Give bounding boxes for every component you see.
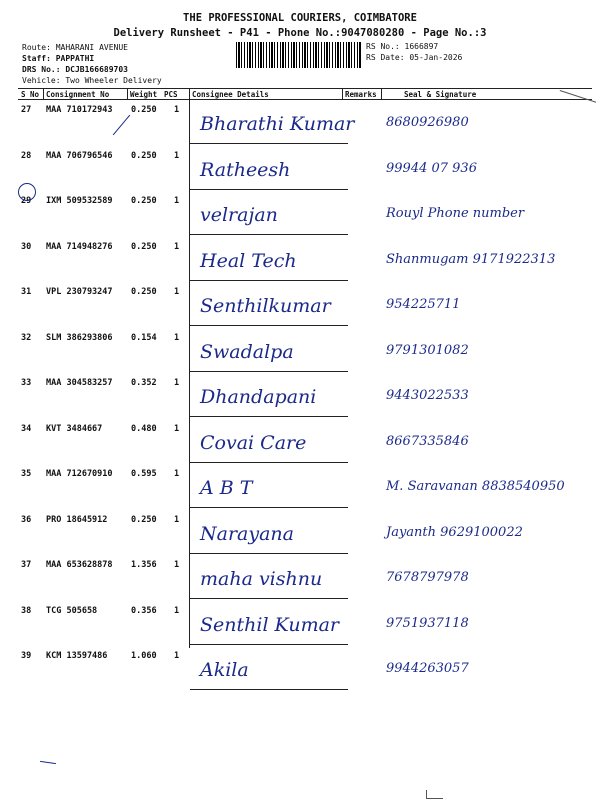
col-header-consignee: Consignee Details [192, 90, 269, 99]
row-serial: 33 [21, 378, 32, 388]
row-consignee-handwritten: Heal Tech [200, 250, 297, 272]
row-consignee-handwritten: Senthil Kumar [200, 614, 340, 636]
row-signature-handwritten: 9791301082 [386, 343, 469, 358]
col-header-remarks: Remarks [345, 90, 377, 99]
row-serial: 31 [21, 287, 32, 297]
row-signature-handwritten: 9751937118 [386, 616, 469, 631]
row-signature-handwritten: 8667335846 [386, 434, 469, 449]
row-weight: 0.250 [131, 287, 157, 297]
row-consignment-no: IXM 509532589 [46, 196, 113, 206]
runsheet-meta-left [22, 42, 162, 86]
table-rule [18, 88, 592, 89]
row-pieces: 1 [174, 105, 180, 115]
row-signature-handwritten: 8680926980 [386, 115, 469, 130]
row-consignee-handwritten: Narayana [200, 523, 294, 545]
pen-tick [113, 115, 130, 136]
row-pieces: 1 [174, 424, 180, 434]
col-header-consignment: Consignment No [46, 90, 110, 99]
staff-text: Staff: PAPPATHI [22, 54, 95, 63]
row-consignee-handwritten: Ratheesh [200, 159, 291, 181]
row-weight: 0.250 [131, 515, 157, 525]
scan-mark [426, 790, 443, 799]
row-serial: 32 [21, 333, 32, 343]
row-serial: 28 [21, 151, 32, 161]
row-serial: 34 [21, 424, 32, 434]
company-title: THE PROFESSIONAL COURIERS, COIMBATORE [183, 12, 417, 24]
col-header-sno: S No [21, 90, 40, 99]
row-weight: 0.595 [131, 469, 157, 479]
row-consignee-handwritten: Akila [200, 659, 249, 681]
row-consignee-handwritten: maha vishnu [200, 568, 323, 590]
row-consignment-no: KVT 3484667 [46, 424, 103, 434]
barcode [236, 42, 362, 68]
row-consignment-no: MAA 710172943 [46, 105, 113, 115]
row-signature-handwritten: 954225711 [386, 297, 461, 312]
row-underline [190, 553, 348, 554]
row-consignee-handwritten: Dhandapani [200, 386, 317, 408]
row-serial: 38 [21, 606, 32, 616]
row-serial: 30 [21, 242, 32, 252]
row-underline [190, 189, 348, 190]
route-text: Route: MAHARANI AVENUE [22, 43, 128, 52]
rs-number: RS No.: 1666897 [366, 42, 439, 51]
pen-dash [40, 761, 56, 764]
row-serial: 37 [21, 560, 32, 570]
row-underline [190, 325, 348, 326]
runsheet-subtitle: Delivery Runsheet - P41 - Phone No.:9047080280 - Page No.:3 [113, 27, 487, 39]
rs-date: RS Date: 05-Jan-2026 [366, 53, 463, 62]
row-consignment-no: MAA 712670910 [46, 469, 113, 479]
row-pieces: 1 [174, 560, 180, 570]
row-underline [190, 143, 348, 144]
row-consignment-no: TCG 505658 [46, 606, 98, 616]
row-serial: 29 [21, 196, 32, 206]
drs-number: DRS No.: DCJB166689703 [22, 65, 128, 74]
row-consignment-no: KCM 13597486 [46, 651, 108, 661]
row-underline [190, 280, 348, 281]
row-signature-handwritten: Shanmugam 9171922313 [386, 252, 556, 267]
row-consignment-no: SLM 386293806 [46, 333, 113, 343]
row-underline [190, 644, 348, 645]
row-underline [190, 371, 348, 372]
row-underline [190, 598, 348, 599]
row-pieces: 1 [174, 651, 180, 661]
col-divider [43, 88, 44, 99]
col-divider [127, 88, 128, 99]
row-pieces: 1 [174, 469, 180, 479]
row-weight: 0.250 [131, 105, 157, 115]
row-weight: 1.060 [131, 651, 157, 661]
col-divider [189, 88, 190, 648]
col-header-pcs: PCS [164, 90, 178, 99]
row-pieces: 1 [174, 151, 180, 161]
col-divider [381, 88, 382, 99]
row-consignment-no: VPL 230793247 [46, 287, 113, 297]
row-underline [190, 416, 348, 417]
row-pieces: 1 [174, 606, 180, 616]
col-divider [342, 88, 343, 99]
row-consignee-handwritten: velrajan [200, 204, 278, 226]
row-weight: 0.250 [131, 242, 157, 252]
row-weight: 1.356 [131, 560, 157, 570]
row-weight: 0.352 [131, 378, 157, 388]
row-consignment-no: MAA 714948276 [46, 242, 113, 252]
row-underline [190, 234, 348, 235]
row-serial: 39 [21, 651, 32, 661]
row-pieces: 1 [174, 333, 180, 343]
row-signature-handwritten: 7678797978 [386, 570, 469, 585]
row-signature-handwritten: 9944263057 [386, 661, 469, 676]
row-serial: 35 [21, 469, 32, 479]
row-consignment-no: PRO 18645912 [46, 515, 108, 525]
row-consignee-handwritten: Bharathi Kumar [200, 113, 355, 135]
row-signature-handwritten: M. Saravanan 8838540950 [386, 479, 565, 494]
vehicle-text: Vehicle: Two Wheeler Delivery [22, 76, 162, 85]
col-header-weight: Weight [130, 90, 158, 99]
row-serial: 27 [21, 105, 32, 115]
row-consignment-no: MAA 706796546 [46, 151, 113, 161]
row-pieces: 1 [174, 242, 180, 252]
row-signature-handwritten: Rouyl Phone number [386, 206, 525, 221]
row-underline [190, 462, 348, 463]
row-weight: 0.154 [131, 333, 157, 343]
row-consignee-handwritten: Swadalpa [200, 341, 294, 363]
row-signature-handwritten: 9443022533 [386, 388, 469, 403]
row-consignee-handwritten: A B T [200, 477, 253, 499]
row-pieces: 1 [174, 196, 180, 206]
row-serial: 36 [21, 515, 32, 525]
row-weight: 0.356 [131, 606, 157, 616]
col-header-signature: Seal & Signature [404, 90, 477, 99]
pen-stroke [553, 90, 596, 124]
row-weight: 0.480 [131, 424, 157, 434]
row-weight: 0.250 [131, 196, 157, 206]
runsheet-meta-right [366, 41, 462, 63]
row-underline [190, 507, 348, 508]
row-consignee-handwritten: Senthilkumar [200, 295, 331, 317]
row-pieces: 1 [174, 378, 180, 388]
row-consignee-handwritten: Covai Care [200, 432, 307, 454]
row-weight: 0.250 [131, 151, 157, 161]
circled-serial-mark [18, 183, 36, 201]
row-consignment-no: MAA 304583257 [46, 378, 113, 388]
row-pieces: 1 [174, 515, 180, 525]
row-signature-handwritten: 99944 07 936 [386, 161, 477, 176]
table-rule [18, 99, 592, 100]
row-signature-handwritten: Jayanth 9629100022 [386, 525, 523, 540]
row-underline [190, 689, 348, 690]
row-consignment-no: MAA 653628878 [46, 560, 113, 570]
row-pieces: 1 [174, 287, 180, 297]
